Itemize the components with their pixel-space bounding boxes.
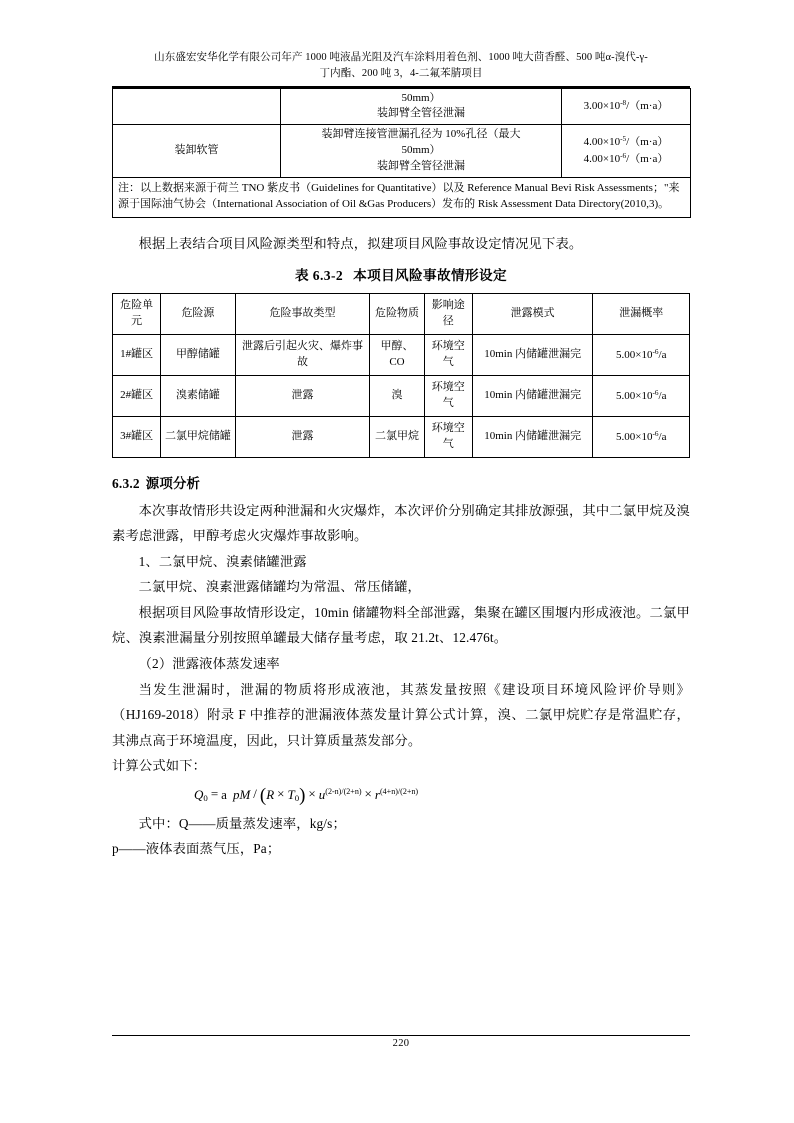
cell-source: 甲醇储罐 [161,335,235,376]
section-title: 源项分析 [145,476,201,492]
leak-mode-line: 50mm） [401,91,441,104]
table-note [113,178,691,218]
table-row [113,335,690,376]
spacer [112,458,690,471]
page-content [112,50,690,862]
cell-pathway: 环境空气 [424,335,472,376]
paragraph-storage-conditions: 二氯甲烷、溴素泄露储罐均为常温、常压储罐， [138,579,421,595]
column-header-probability: 泄漏概率 [593,294,690,335]
risk-scenario-table [112,293,690,458]
table-row [113,125,691,178]
evaporation-formula: $Q_0 = a$ pM / $(R \times T_0) \times u^{(2-n)/(2+n)} \times r^{(4+n)/(2+n)}$ [194,784,419,806]
cell-accident-type: 泄露后引起火灾、爆炸事故 [235,335,370,376]
cell-leak-mode: 10min 内储罐泄漏完 [472,376,593,417]
cell-substance: 二氯甲烷 [370,417,424,458]
column-header-substance: 危险物质 [370,294,424,335]
cell-leak-mode [281,125,562,178]
footer-divider [112,1035,690,1036]
table-caption-title: 本项目风险事故情形设定 [353,267,508,283]
table-caption-number: 表 6.3-2 [294,267,344,283]
cell-probability: $5.00\times 10^{-6}/a$ [593,376,690,417]
table-row [113,88,691,125]
header-line-1: 山东盛宏安华化学有限公司年产 1000 吨液晶光阻及汽车涂料用着色剂、1000 吨大茴香醛、500 吨α-溴代-γ- [154,52,648,63]
cell-substance: 溴 [370,376,424,417]
cell-accident-type: 泄露 [235,417,370,458]
cell-leak-mode: 10min 内储罐泄漏完 [472,335,593,376]
cell-probability [562,125,691,178]
section-heading [112,471,690,498]
cell-probability: $5.00\times 10^{-6}/a$ [593,335,690,376]
cell-source-empty [113,88,281,125]
paragraph-leak-quantity: 根据项目风险事故情形设定，10min 储罐物料全部泄露，集聚在罐区围堰内形成液池。二氯甲烷、溴素泄漏量分别按照单罐最大储存量考虑，取 21.2t、12.476t。 [112,604,690,646]
leak-mode-line: 装卸臂全管径泄漏 [377,160,465,173]
cell-substance: 甲醇、CO [370,335,424,376]
cell-probability: $5.00\times 10^{-6}/a$ [593,417,690,458]
page-number: 220 [392,1038,410,1049]
column-header-accident-type: 危险事故类型 [235,294,370,335]
leak-mode-line: 装卸臂连接管泄漏孔径为 10%孔径（最大 [321,128,521,141]
leak-mode-line: 50mm） [401,144,441,157]
running-header [112,50,690,85]
column-header-pathway: 影响途径 [424,294,472,335]
probability-value: $4.00\times 10^{-5}/(m\cdot a)$ [583,135,669,149]
table-header-row [113,294,690,335]
cell-unit: 1#罐区 [113,335,161,376]
leak-mode-line: 装卸臂全管径泄漏 [377,107,465,120]
header-line-2: 丁内酯、200 吨 3，4-二氟苯腈项目 [319,68,483,80]
table-caption [112,264,690,288]
formula-lead-in: 计算公式如下： [112,758,207,774]
table-row [113,417,690,458]
list-item-2-title: （2）泄露液体蒸发速率 [138,655,280,671]
cell-pathway: 环境空气 [424,417,472,458]
cell-unit: 2#罐区 [113,376,161,417]
table-note-text: 注：以上数据来源于荷兰 TNO 紫皮书（Guidelines for Quantitative）以及 Reference Manual Bevi Risk Assessments；"来源于国际油气协会（International Association of Oil &Gas Producers）发布的 Risk Assessment Data Directory(2010,3)。 [118,182,680,211]
cell-source: 溴素储罐 [161,376,235,417]
table-note-row [113,178,691,218]
cell-leak-mode [281,88,562,125]
formula-legend-q: 式中：Q——质量蒸发速率，kg/s； [138,815,346,831]
paragraph-source-analysis: 本次事故情形共设定两种泄漏和火灾爆炸，本次评价分别确定其排放源强，其中二氯甲烷及溴素考虑泄露，甲醇考虑火灾爆炸事故影响。 [112,502,690,544]
cell-leak-mode: 10min 内储罐泄漏完 [472,417,593,458]
cell-source: 二氯甲烷储罐 [161,417,235,458]
page-footer [112,1035,690,1049]
table-row [113,376,690,417]
cell-pathway: 环境空气 [424,376,472,417]
probability-value: $4.00\times 10^{-6}/(m\cdot a)$ [583,152,669,166]
cell-unit: 3#罐区 [113,417,161,458]
leak-frequency-table [112,88,691,219]
cell-source-hose: 装卸软管 [113,125,281,178]
column-header-source: 危险源 [161,294,235,335]
section-number: 6.3.2 [112,476,140,492]
probability-value: $3.00\times 10^{-8}/(m\cdot a)$ [583,99,669,112]
paragraph-evaporation: 当发生泄漏时，泄漏的物质将形成液池，其蒸发量按照《建设项目环境风险评价导则》（HJ169-2018）附录 F 中推荐的泄漏液体蒸发量计算公式计算，溴、二氯甲烷贮存是常温贮存，其沸点高于环境温度，因此，只计算质量蒸发部分。 [112,681,690,748]
cell-probability [562,88,691,125]
paragraph-intro: 根据上表结合项目风险源类型和特点，拟建项目风险事故设定情况见下表。 [138,236,583,252]
spacer [112,257,690,264]
column-header-unit: 危险单元 [113,294,161,335]
formula-legend-p: p——液体表面蒸气压，Pa； [112,841,281,857]
cell-accident-type: 泄露 [235,376,370,417]
list-item-1-title: 1、二氯甲烷、溴素储罐泄露 [138,553,307,569]
spacer [112,218,690,231]
column-header-leak-mode: 泄露模式 [472,294,593,335]
